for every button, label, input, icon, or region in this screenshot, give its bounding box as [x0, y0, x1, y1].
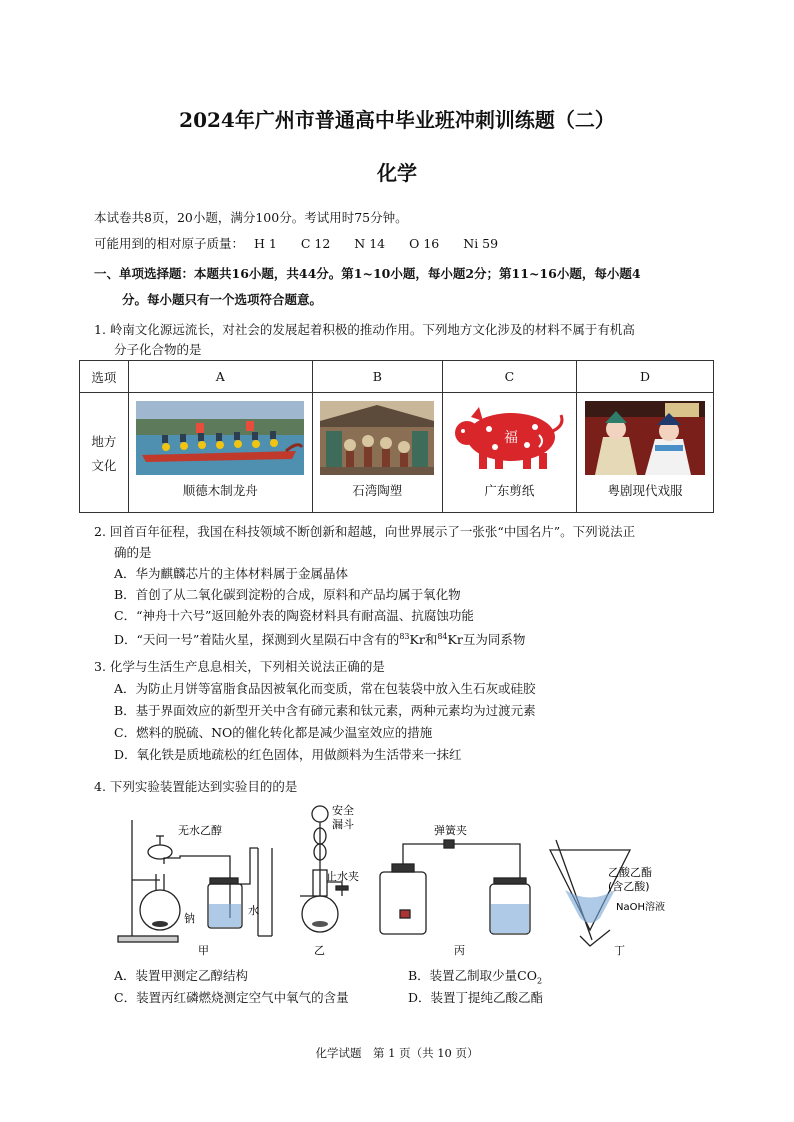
subscript: 2 [537, 976, 543, 986]
label-bing: 丙 [454, 944, 465, 957]
option-d-cell [576, 393, 713, 513]
option-c-cell [442, 393, 576, 513]
label-safety-funnel: 漏斗 [332, 818, 354, 831]
dragon-boat-photo [136, 401, 304, 475]
atomic-mass-item: H 1 [254, 236, 277, 251]
q3-option-d: D．氧化铁是质地疏松的红色固体，用做颜料为生活带来一抹红 [114, 747, 462, 762]
q2-option-d-text: Kr互为同系物 [447, 632, 526, 648]
page-footer: 化学试题 第 1 页（共 10 页） [315, 1046, 479, 1060]
section-heading: 一、单项选择题：本题共16小题，共44分。第1~10小题，每小题2分；第11~16小题，每小题4 [94, 266, 641, 281]
q3-option-c: C．燃料的脱硫、NO的催化转化都是减少温室效应的措施 [114, 725, 433, 740]
isotope-mass: 84 [437, 632, 448, 641]
q3-option-a: A．为防止月饼等富脂食品因被氧化而变质，常在包装袋中放入生石灰或硅胶 [114, 681, 536, 696]
option-letter: D [576, 361, 713, 393]
q4-option-d: D．装置丁提纯乙酸乙酯 [408, 990, 544, 1005]
q2-option-b: B．首创了从二氧化碳到淀粉的合成，原料和产品均属于氧化物 [114, 587, 461, 602]
q4-option-b-text: B．装置乙制取少量CO [408, 968, 537, 983]
q3-stem: 3. 化学与生活生产息息相关，下列相关说法正确的是 [94, 659, 385, 674]
pig-glyph: 福 [504, 430, 519, 446]
exam-info-line: 本试卷共8页，20小题，满分100分。考试用时75分钟。 [94, 210, 408, 225]
q4-stem: 4. 下列实验装置能达到实验目的的是 [94, 779, 298, 794]
q2-option-c: C．“神舟十六号”返回舱外表的陶瓷材料具有耐高温、抗腐蚀功能 [114, 608, 474, 623]
option-a-cell [128, 393, 312, 513]
q4-option-c: C．装置丙红磷燃烧测定空气中氧气的含量 [114, 990, 349, 1005]
label-sodium: 钠 [184, 912, 195, 925]
option-letter: C [442, 361, 576, 393]
cantonese-opera-photo [585, 401, 705, 475]
option-caption: 石湾陶塑 [352, 483, 403, 498]
label-water: 水 [248, 904, 259, 917]
q4-option-b [408, 966, 542, 991]
q2-option-d [114, 627, 525, 649]
col-header: 选项 [80, 361, 129, 393]
q2-option-d-text: D．“天问一号”着陆火星，探测到火星陨石中含有的 [114, 632, 400, 648]
q4-option-a: A．装置甲测定乙醇结构 [114, 968, 249, 983]
q1-stem-cont: 分子化合物的是 [114, 342, 202, 357]
q2-option-a: A．华为麒麟芯片的主体材料属于金属晶体 [114, 566, 349, 581]
option-caption: 粤剧现代戏服 [607, 483, 683, 498]
label-yi: 乙 [314, 944, 325, 957]
q2-stem: 2. 回首百年征程，我国在科技领域不断创新和超越，向世界展示了一张张“中国名片”。下列说法正 [94, 524, 636, 539]
q2-option-d-text: Kr和 [409, 632, 438, 648]
atomic-mass-item: C 12 [300, 236, 331, 251]
label-naoh: NaOH溶液 [616, 902, 665, 913]
q3-option-b: B．基于界面效应的新型开关中含有碲元素和钛元素，两种元素均为过渡元素 [114, 703, 536, 718]
atomic-mass-item: N 14 [354, 236, 386, 251]
atomic-mass-item: O 16 [409, 236, 440, 251]
label-jia: 甲 [198, 944, 209, 957]
q2-stem-cont: 确的是 [114, 545, 152, 560]
row-header-line: 文化 [91, 457, 117, 473]
section-heading-cont: 分。每小题只有一个选项符合题意。 [122, 292, 323, 307]
exam-title: 2024年广州市普通高中毕业班冲刺训练题（二） [179, 108, 615, 132]
label-ding: 丁 [614, 944, 625, 957]
atomic-mass-line [94, 234, 498, 254]
label-ethanol: 无水乙醇 [178, 824, 222, 837]
label-ethyl-acetate: (含乙酸) [608, 880, 650, 893]
atomic-mass-label: 可能用到的相对原子质量： [94, 236, 245, 251]
ceramic-sculpture-photo [320, 401, 434, 475]
atomic-mass-item: Ni 59 [463, 236, 499, 251]
isotope-mass: 83 [399, 632, 410, 641]
option-caption: 广东剪纸 [484, 483, 535, 498]
q1-stem: 1. 岭南文化源远流长，对社会的发展起着积极的推动作用。下列地方文化涉及的材料不属于有机高 [94, 322, 635, 337]
paper-cut-pig-icon [449, 401, 569, 475]
row-header [80, 393, 129, 513]
label-stop-clamp: 止水夹 [326, 870, 359, 883]
option-letter: A [128, 361, 312, 393]
q1-options-table [79, 360, 714, 513]
option-caption: 顺德木制龙舟 [182, 483, 258, 498]
apparatus-diagram [110, 800, 670, 960]
option-b-cell [312, 393, 442, 513]
row-header-line: 地方 [91, 433, 117, 449]
label-ethyl-acetate: 乙酸乙酯 [608, 866, 652, 879]
subject-title: 化学 [377, 161, 417, 185]
option-letter: B [312, 361, 442, 393]
label-spring-clamp: 弹簧夹 [434, 824, 467, 837]
label-safety-funnel: 安全 [332, 804, 354, 817]
